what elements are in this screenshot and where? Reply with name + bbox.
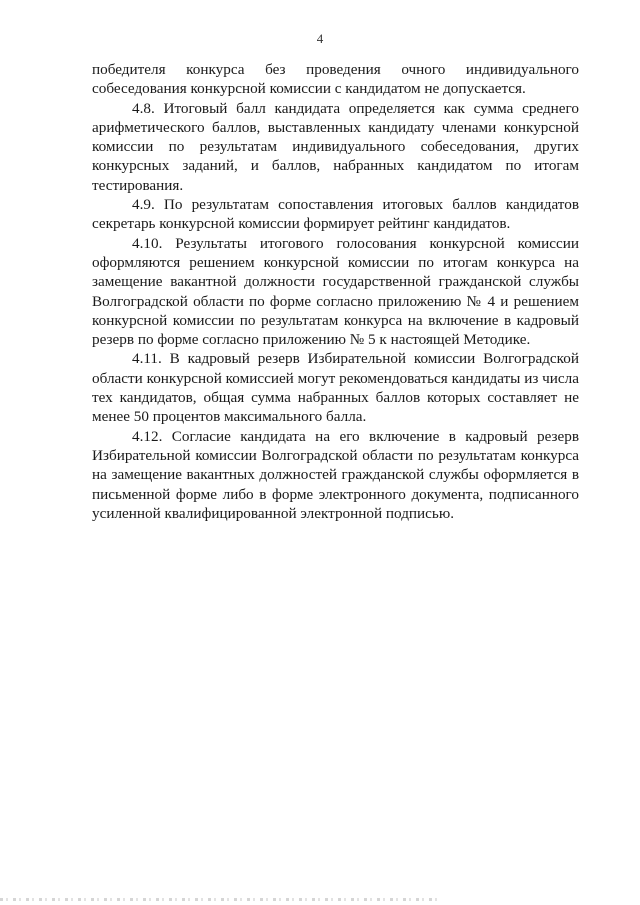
paragraph-4-9: 4.9. По результатам сопоставления итоговых баллов кандидатов секретарь конкурсной комиссии формирует рейтинг кандидатов. <box>92 196 579 233</box>
paragraph-4-12: 4.12. Согласие кандидата на его включение в кадровый резерв Избирательной комиссии Волгоградской области по результатам конкурса на замещение вакантных должностей гражданской службы оформляется в письменной форме либо в форме электронного документа, подписанного усиленной квалифицированной электронной подписью. <box>92 427 579 522</box>
document-body <box>92 60 579 523</box>
paragraph-4-10: 4.10. Результаты итогового голосования конкурсной комиссии оформляются решением конкурсной комиссии по итогам конкурса на замещение вакантной должности государственной гражданской службы Волгоградской области по форме согласно приложению № 4 и решением конкурсной комиссии по результатам конкурса на включение в кадровый резерв по форме согласно приложению № 5 к настоящей Методике. <box>92 234 579 349</box>
scan-artifact <box>0 898 440 901</box>
page-number: 4 <box>316 31 324 46</box>
paragraph-continuation: победителя конкурса без проведения очного индивидуального собеседования конкурсной комиссии с кандидатом не допускается. <box>92 61 579 98</box>
paragraph-4-8: 4.8. Итоговый балл кандидата определяется как сумма среднего арифметического баллов, выставленных кандидату членами конкурсной комиссии по результатам индивидуального собеседования, других конкурсных заданий, и баллов, набранных кандидатом по итогам тестирования. <box>92 99 579 194</box>
paragraph-4-11: 4.11. В кадровый резерв Избирательной комиссии Волгоградской области конкурсной комиссией могут рекомендоваться кандидаты из числа тех кандидатов, общая сумма набранных баллов которых составляет не менее 50 процентов максимального балла. <box>92 350 579 426</box>
